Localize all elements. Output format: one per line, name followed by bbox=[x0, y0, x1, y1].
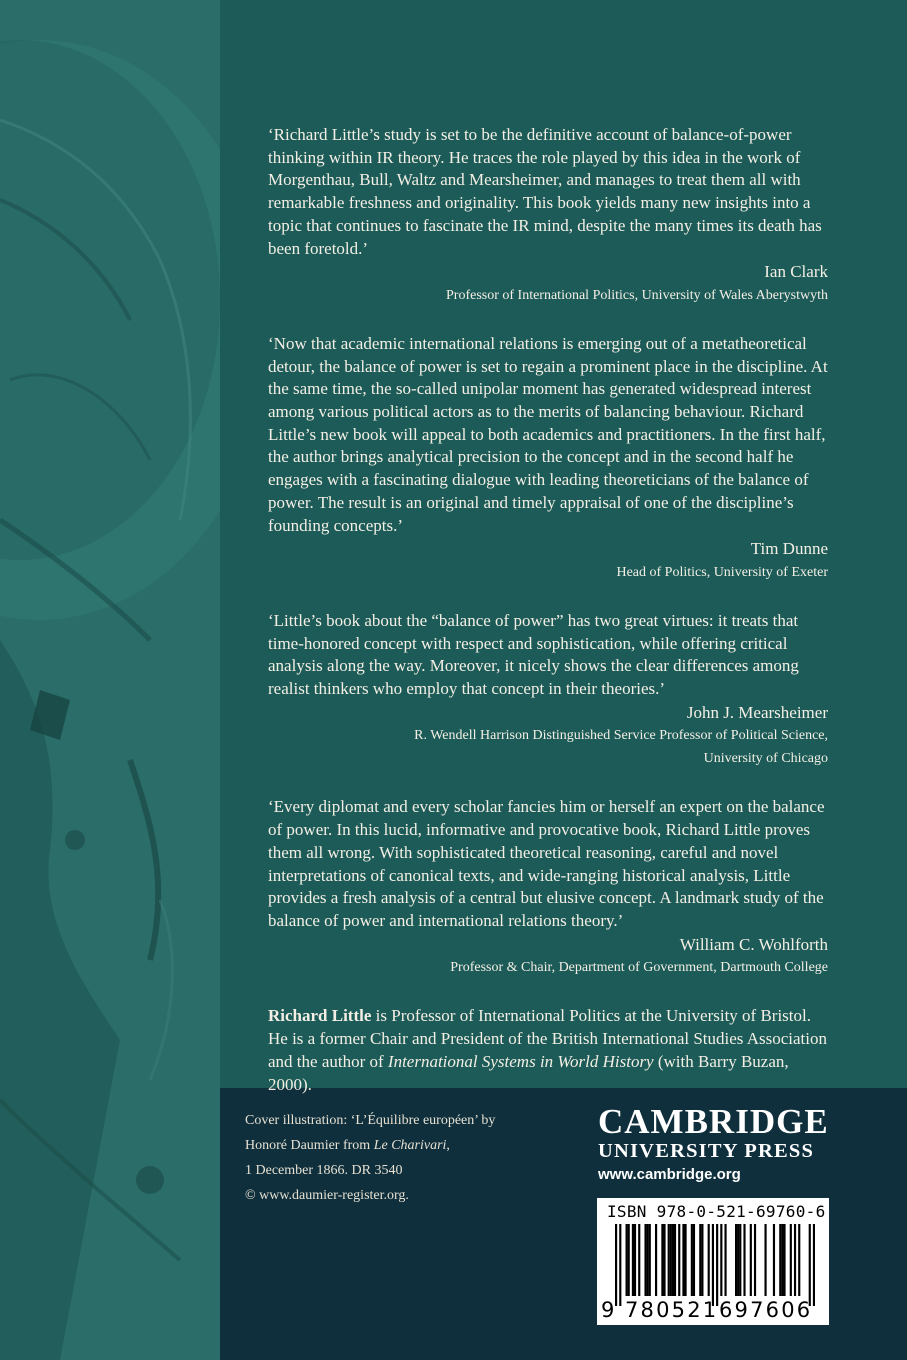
barcode-bar bbox=[773, 1224, 775, 1296]
barcode-bar bbox=[649, 1224, 651, 1296]
barcode-bar bbox=[739, 1224, 741, 1296]
barcode-bar bbox=[655, 1224, 657, 1296]
author-name: Richard Little bbox=[268, 1006, 372, 1026]
credit-line-2 bbox=[245, 1133, 535, 1158]
bio-text-1: is Professor of International Politics at the University of Bristol. He is a former Chair and President of the British International Studies Association and the author of bbox=[268, 1006, 827, 1071]
barcode-bar bbox=[790, 1224, 792, 1296]
barcode-bar bbox=[684, 1224, 686, 1296]
isbn-label: ISBN 978-0-521-69760-6 bbox=[607, 1202, 826, 1221]
barcode-bar bbox=[670, 1224, 672, 1296]
barcode-bar bbox=[764, 1224, 766, 1296]
barcode-bar bbox=[794, 1224, 796, 1296]
endorsements bbox=[268, 124, 828, 1096]
barcode-bar bbox=[628, 1224, 630, 1296]
credit-publication: Le Charivari bbox=[373, 1138, 447, 1153]
barcode-bar bbox=[663, 1224, 665, 1296]
barcode-bar bbox=[743, 1224, 745, 1296]
quote-author: Ian Clark bbox=[764, 262, 828, 282]
barcode-bar bbox=[661, 1224, 663, 1296]
barcode-bar bbox=[672, 1224, 674, 1296]
credit-line-4: © www.daumier-register.org. bbox=[245, 1188, 409, 1203]
quote-author-title: Head of Politics, University of Exeter bbox=[616, 564, 828, 580]
barcode-bar bbox=[615, 1224, 617, 1306]
credit-line-3: 1 December 1866. DR 3540 bbox=[245, 1163, 403, 1178]
barcode-bar bbox=[735, 1224, 737, 1296]
barcode-digits-left: 780521 bbox=[625, 1298, 719, 1322]
author-bio bbox=[268, 1005, 828, 1096]
quote-text: ‘Little’s book about the “balance of power” has two great virtues: it treats that time-honored concept with respect and sophistication, while offering critical analysis along the way. Moreover, it nicely shows the clear differences among realist thinkers who employ that concept in their theories.’ bbox=[268, 610, 799, 699]
barcode-digit-first: 9 bbox=[601, 1298, 615, 1322]
endorsement-1 bbox=[268, 124, 828, 307]
bio-text-2: (with Barry Buzan, 2000). bbox=[268, 1051, 789, 1094]
barcode-bar bbox=[809, 1224, 811, 1306]
barcode-bar bbox=[619, 1224, 621, 1306]
barcode-bar bbox=[693, 1224, 695, 1296]
quote-author-title: R. Wendell Harrison Distinguished Service Professor of Political Science, bbox=[414, 728, 828, 744]
quote-text: ‘Now that academic international relations is emerging out of a metatheoretical detour, the balance of power is set to regain a prominent place in the discipline. At the same time, the so-called unipolar moment has generated widespread interest among various political actors as to the merits of balancing behaviour. Richard Little’s new book will appeal to both academics and practitioners. In the first half, the author brings analytical precision to the concept and in the second half he engages with a fascinating dialogue with leading theoreticians of the balance of power. The result is an original and timely appraisal of one of the discipline’s founding concepts.’ bbox=[268, 333, 828, 535]
barcode-digits-right: 697606 bbox=[719, 1298, 813, 1322]
barcode-bar bbox=[716, 1224, 718, 1306]
credit-comma: , bbox=[446, 1138, 450, 1153]
barcode-bar bbox=[779, 1224, 781, 1296]
barcode-bar bbox=[682, 1224, 684, 1296]
barcode-bar bbox=[783, 1224, 785, 1296]
quote-author: Tim Dunne bbox=[750, 539, 828, 559]
barcode-bar bbox=[712, 1224, 714, 1306]
bio-book-title: International Systems in World History bbox=[387, 1051, 654, 1071]
barcode-bar bbox=[781, 1224, 783, 1296]
quote-author-affiliation: University of Chicago bbox=[703, 751, 828, 767]
barcode-bar bbox=[737, 1224, 739, 1296]
cover-credit bbox=[245, 1108, 535, 1208]
barcode-bar bbox=[647, 1224, 649, 1296]
publisher-url: www.cambridge.org bbox=[598, 1166, 741, 1183]
publisher-logo bbox=[598, 1104, 830, 1186]
quote-text: ‘Richard Little’s study is set to be the definitive account of balance-of-power thinking within IR theory. He traces the role played by this idea in the work of Morgenthau, Bull, Waltz and Mearsheimer, and manages to treat them all with remarkable freshness and originality. This book yields many new insights into a topic that continues to fascinate the IR mind, despite the many times its death has been foretold.’ bbox=[268, 125, 822, 258]
barcode-bar bbox=[644, 1224, 646, 1296]
barcode-bar bbox=[634, 1224, 636, 1296]
barcode-bar bbox=[701, 1224, 703, 1296]
credit-artist: Honoré Daumier from bbox=[245, 1138, 374, 1153]
barcode-bars bbox=[615, 1224, 815, 1306]
publisher-name: CAMBRIDGE bbox=[598, 1102, 829, 1141]
barcode-bar bbox=[678, 1224, 680, 1296]
barcode-bar bbox=[674, 1224, 676, 1296]
endorsement-4 bbox=[268, 796, 828, 979]
quote-author-title: Professor of International Politics, University of Wales Aberystwyth bbox=[446, 287, 828, 303]
quote-text: ‘Every diplomat and every scholar fancies him or herself an expert on the balance of power. In this lucid, informative and provocative book, Richard Little proves them all wrong. With sophisticated theoretical reasoning, careful and novel interpretations of canonical texts, and wide-ranging historical analysis, Little provides a fresh analysis of a central but elusive concept. A landmark study of the balance of power and international relations theory.’ bbox=[268, 797, 825, 930]
barcode-bar bbox=[813, 1224, 815, 1306]
barcode-bar bbox=[754, 1224, 756, 1296]
quote-author-title: Professor & Chair, Department of Government, Dartmouth College bbox=[450, 960, 828, 976]
quote-author: John J. Mearsheimer bbox=[686, 702, 828, 722]
quote-author: William C. Wohlforth bbox=[679, 934, 828, 954]
publisher-subtitle: UNIVERSITY PRESS bbox=[598, 1140, 815, 1162]
daumier-illustration bbox=[0, 0, 220, 1360]
barcode-bar bbox=[632, 1224, 634, 1296]
cover-illustration bbox=[0, 0, 220, 1360]
isbn-barcode bbox=[597, 1198, 829, 1325]
barcode-bar bbox=[638, 1224, 640, 1296]
barcode-bar bbox=[626, 1224, 628, 1296]
credit-line-1: Cover illustration: ‘L’Équilibre européen’ by bbox=[245, 1113, 496, 1128]
barcode-bar bbox=[699, 1224, 701, 1296]
barcode-bar bbox=[724, 1224, 726, 1296]
endorsement-3 bbox=[268, 610, 828, 771]
barcode-bar bbox=[668, 1224, 670, 1296]
endorsement-2 bbox=[268, 333, 828, 584]
barcode-bar bbox=[708, 1224, 710, 1296]
barcode-bar bbox=[720, 1224, 722, 1296]
barcode-bar bbox=[798, 1224, 800, 1296]
barcode-bar bbox=[691, 1224, 693, 1296]
barcode-bar bbox=[750, 1224, 752, 1296]
